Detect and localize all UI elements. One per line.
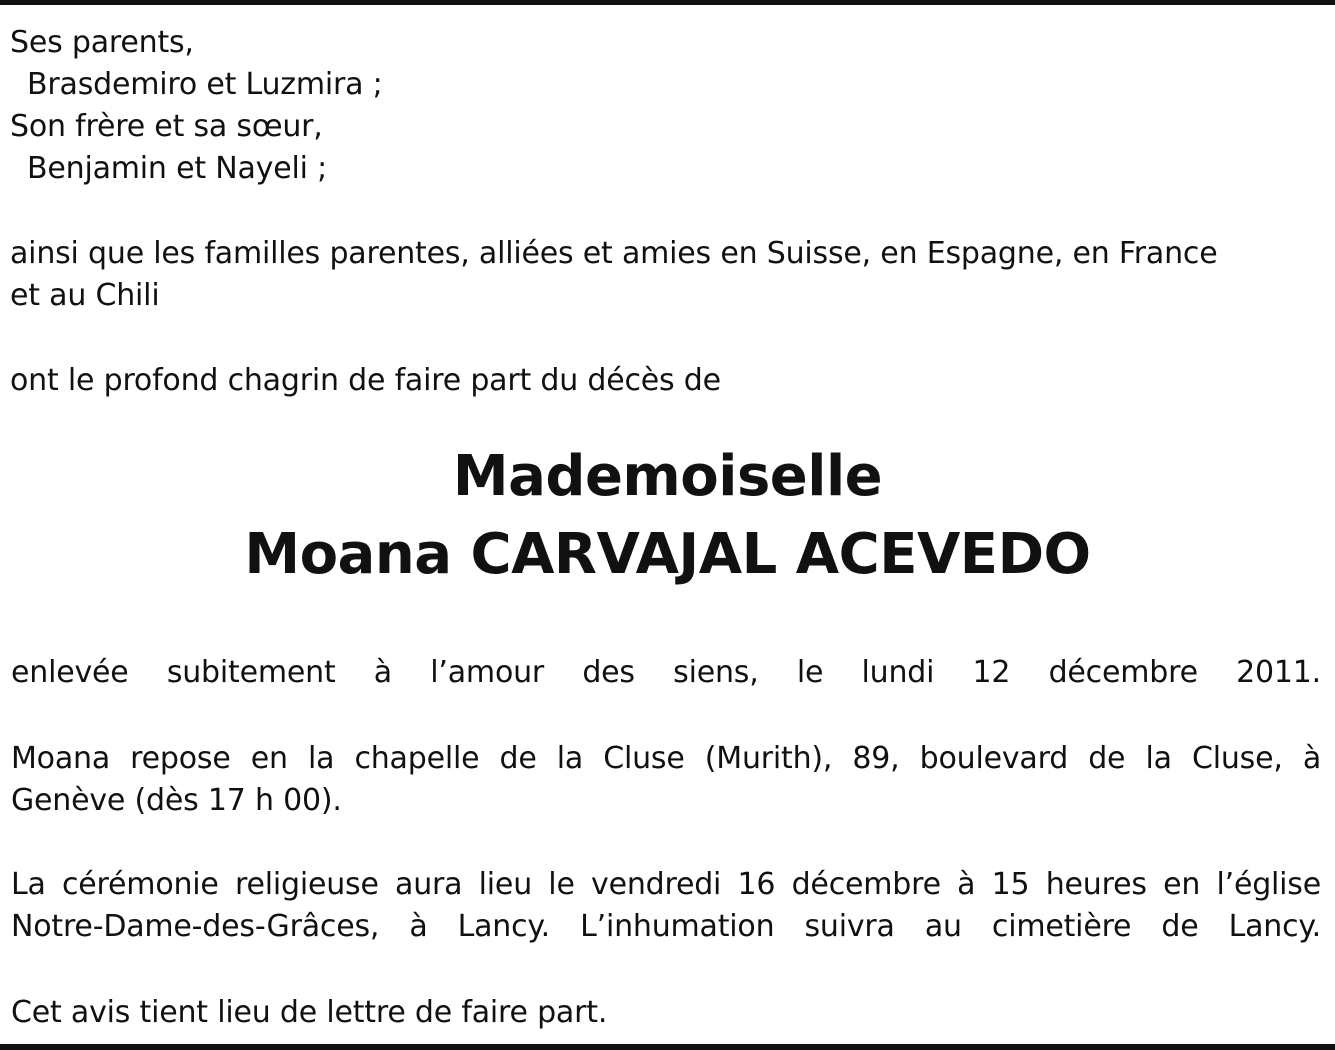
rest-line-1: Moana repose en la chapelle de la Cluse (Murith), 89, boulevard de la Cluse, à bbox=[11, 741, 1321, 776]
top-border-rule bbox=[0, 0, 1335, 5]
bottom-border-rule bbox=[0, 1044, 1335, 1050]
death-notice: enlevée subitement à l’amour des siens, le lundi 12 décembre 2011. bbox=[11, 655, 1321, 690]
parents-names: Brasdemiro et Luzmira ; bbox=[27, 67, 383, 102]
closing-note: Cet avis tient lieu de lettre de faire part. bbox=[11, 995, 608, 1030]
announcement-text: ont le profond chagrin de faire part du décès de bbox=[10, 363, 721, 398]
deceased-title: Mademoiselle bbox=[452, 444, 883, 509]
deceased-name: Moana CARVAJAL ACEVEDO bbox=[244, 522, 1091, 587]
ceremony-line-1: La cérémonie religieuse aura lieu le vendredi 16 décembre à 15 heures en l’église bbox=[11, 867, 1321, 902]
ceremony-line-2: Notre-Dame-des-Grâces, à Lancy. L’inhumation suivra au cimetière de Lancy. bbox=[11, 909, 1321, 944]
siblings-names: Benjamin et Nayeli ; bbox=[27, 151, 327, 186]
relatives-line-2: et au Chili bbox=[10, 278, 160, 313]
rest-line-2: Genève (dès 17 h 00). bbox=[11, 783, 342, 818]
parents-intro: Ses parents, bbox=[10, 25, 194, 60]
relatives-line-1: ainsi que les familles parentes, alliées et amies en Suisse, en Espagne, en France bbox=[10, 236, 1218, 271]
siblings-intro: Son frère et sa sœur, bbox=[10, 109, 323, 144]
